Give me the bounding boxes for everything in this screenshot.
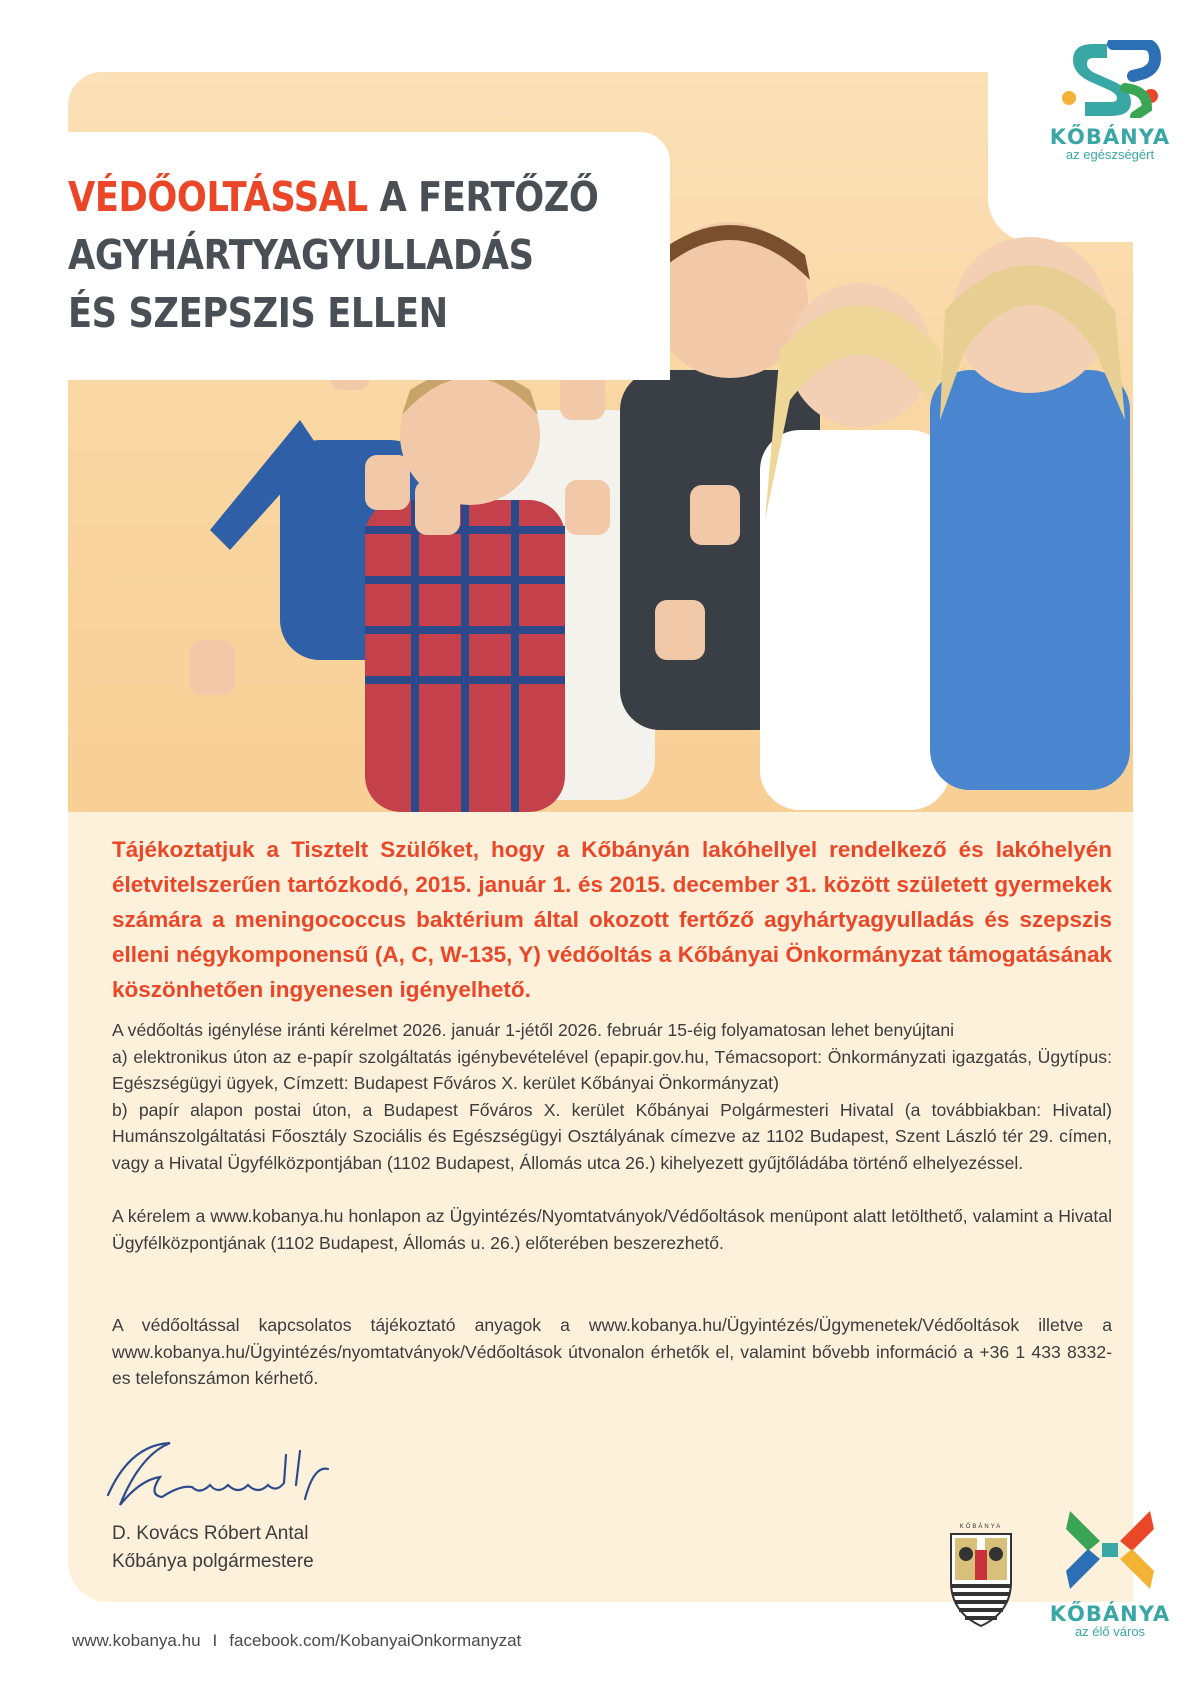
logo-top-name: KŐBÁNYA bbox=[1049, 125, 1171, 149]
crest-text: KŐBÁNYA bbox=[959, 1524, 1003, 1530]
thumbs-up-icon bbox=[190, 640, 235, 695]
title-line3: ÉS SZEPSZIS ELLEN bbox=[68, 289, 448, 337]
thumbs-up-icon bbox=[655, 600, 705, 660]
footer bbox=[72, 1631, 521, 1651]
signer-role: Kőbánya polgármestere bbox=[112, 1551, 314, 1572]
thumbs-up-icon bbox=[415, 480, 460, 535]
thumbs-up-icon bbox=[565, 480, 610, 535]
footer-separator: I bbox=[212, 1631, 218, 1650]
application-option-a: a) elektronikus úton az e-papír szolgáltatás igénybevételével (epapir.gov.hu, Témacsoport: Önkormányzati igazgatás, Ügytípus: Egészségügyi ügyek, Címzett: Budapest Főváros X. kerület Kőbányai Önkormányzat) bbox=[112, 1046, 1112, 1093]
thumbs-up-icon bbox=[690, 485, 740, 545]
logo-top-sub: az egészségért bbox=[1065, 147, 1155, 162]
mayor-signature bbox=[100, 1425, 340, 1515]
footer-facebook-link[interactable]: facebook.com/KobanyaiOnkormanyzat bbox=[229, 1631, 522, 1650]
application-option-b: b) papír alapon postai úton, a Budapest Főváros X. kerület Kőbányai Polgármesteri Hivatal (a továbbiakban: Hivatal) Humánszolgáltatási Főosztály Szociális és Egészségügyi Osztályának címezve az 1102 Budapest, Szent László tér 29. címen, vagy a Hivatal Ügyfélközpontjában (1102 Budapest, Állomás utca 26.) kihelyezett gyűjtőládába történő elhelyezéssel. bbox=[112, 1099, 1112, 1173]
signer-name: D. Kovács Róbert Antal bbox=[112, 1523, 309, 1544]
info-paragraph: A védőoltással kapcsolatos tájékoztató anyagok a www.kobanya.hu/Ügyintézés/Ügymenetek/Védőoltások illetve a www.kobanya.hu/Ügyintézés/nyomtatványok/Védőoltások útvonalon érhetők el, valamint bővebb információ a +36 1 433 8332-es telefonszámon kérhető. bbox=[112, 1315, 1112, 1388]
title-accent: VÉDŐOLTÁSSAL bbox=[68, 173, 368, 221]
title-line2: AGYHÁRTYAGYULLADÁS bbox=[68, 231, 534, 279]
child-figure bbox=[365, 365, 565, 812]
page-title bbox=[68, 168, 598, 342]
application-paragraph bbox=[112, 1017, 1112, 1176]
footer-website-link[interactable]: www.kobanya.hu bbox=[72, 1631, 201, 1650]
title-line1-rest: A FERTŐZŐ bbox=[367, 173, 599, 221]
kobanya-health-logo bbox=[1030, 40, 1190, 190]
signer-block bbox=[112, 1520, 314, 1576]
kobanya-living-city-logo bbox=[1040, 1505, 1180, 1665]
child-figure bbox=[930, 237, 1130, 790]
logo-bottom-sub: az élő város bbox=[1074, 1624, 1146, 1639]
logo-x-mark-icon bbox=[1062, 1505, 1158, 1595]
form-download-paragraph: A kérelem a www.kobanya.hu honlapon az Ügyintézés/Nyomtatványok/Védőoltások menüpont alatt letölthető, valamint a Hivatal Ügyfélközpontjának (1102 Budapest, Állomás u. 26.) előterében beszerezhető. bbox=[112, 1206, 1112, 1253]
thumbs-up-icon bbox=[365, 455, 410, 510]
logo-mark-icon bbox=[1055, 40, 1165, 118]
lead-paragraph: Tájékoztatjuk a Tisztelt Szülőket, hogy a Kőbányán lakóhellyel rendelkező és lakóhelyén életvitelszerűen tartózkodó, 2015. január 1. és 2015. december 31. között született gyermekek számára a meningococcus baktérium által okozott fertőző agyhártyagyulladás és szepszis elleni négykomponensű (A, C, W-135, Y) védőoltás a Kőbányai Önkormányzat támogatásának köszönhetően ingyenesen igényelhető. bbox=[112, 837, 1112, 1002]
kobanya-crest-icon bbox=[945, 1520, 1017, 1630]
application-intro: A védőoltás igénylése iránti kérelmet 2026. január 1-jétől 2026. február 15-éig folyamatosan lehet benyújtani bbox=[112, 1020, 955, 1040]
logo-bottom-name: KŐBÁNYA bbox=[1049, 1602, 1171, 1626]
